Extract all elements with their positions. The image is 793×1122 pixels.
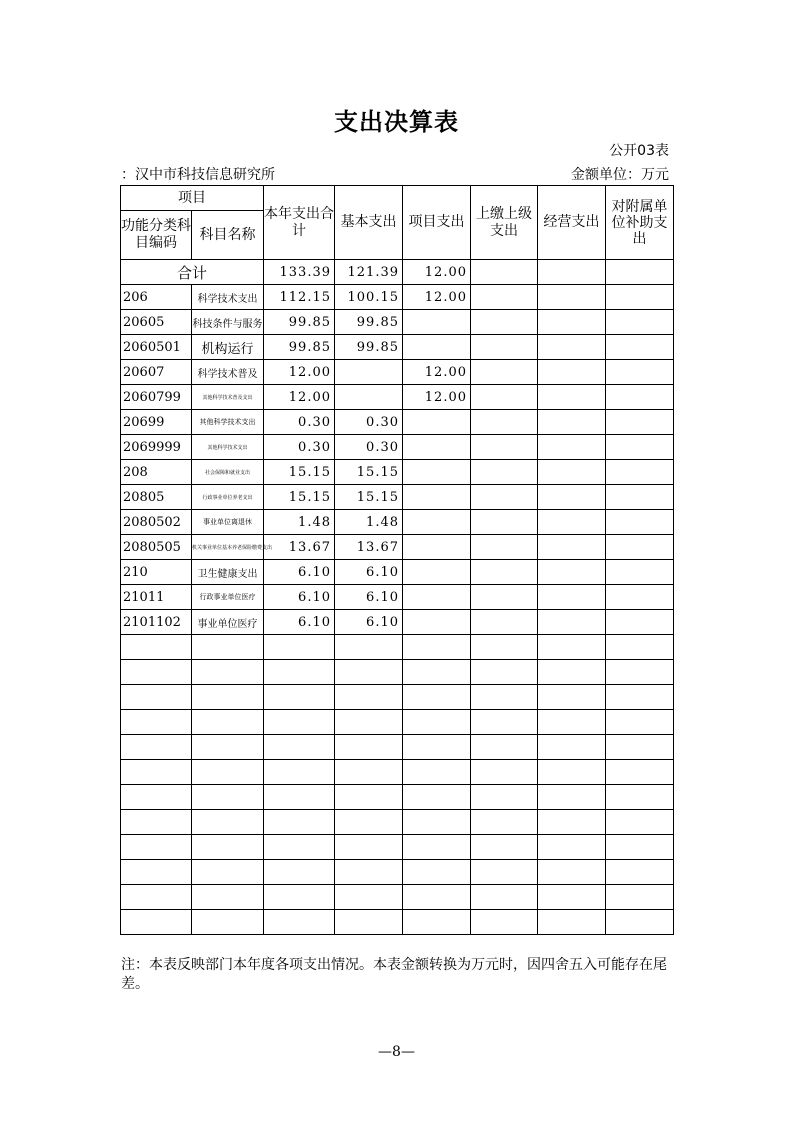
empty-cell bbox=[121, 785, 192, 810]
empty-cell bbox=[121, 835, 192, 860]
row-total: 1.48 bbox=[264, 510, 335, 535]
row-upper bbox=[471, 410, 538, 435]
empty-row bbox=[121, 635, 674, 660]
table-row bbox=[121, 360, 674, 385]
empty-cell bbox=[192, 885, 264, 910]
row-basic: 99.85 bbox=[335, 335, 403, 360]
total-operating bbox=[538, 260, 606, 285]
empty-cell bbox=[403, 785, 471, 810]
header-operating: 经营支出 bbox=[538, 186, 606, 260]
total-row bbox=[121, 260, 674, 285]
row-subject-name: 行政事业单位养老支出 bbox=[192, 485, 264, 510]
empty-cell bbox=[403, 860, 471, 885]
table-note: 注：本表反映部门本年度各项支出情况。本表金额转换为万元时，因四舍五入可能存在尾差。 bbox=[121, 957, 667, 992]
row-project bbox=[403, 335, 471, 360]
row-total: 12.00 bbox=[264, 385, 335, 410]
row-operating bbox=[538, 510, 606, 535]
row-basic: 6.10 bbox=[335, 560, 403, 585]
empty-cell bbox=[538, 635, 606, 660]
empty-row bbox=[121, 710, 674, 735]
row-subject-name: 科学技术普及 bbox=[192, 360, 264, 385]
row-subsidy bbox=[606, 360, 674, 385]
empty-cell bbox=[264, 685, 335, 710]
empty-cell bbox=[538, 760, 606, 785]
table-row bbox=[121, 410, 674, 435]
row-upper bbox=[471, 485, 538, 510]
header-subsidy: 对附属单位补助支出 bbox=[606, 186, 674, 260]
empty-cell bbox=[264, 885, 335, 910]
empty-cell bbox=[192, 910, 264, 935]
empty-cell bbox=[606, 660, 674, 685]
empty-cell bbox=[192, 785, 264, 810]
empty-cell bbox=[192, 810, 264, 835]
empty-cell bbox=[264, 785, 335, 810]
empty-cell bbox=[471, 710, 538, 735]
row-project bbox=[403, 510, 471, 535]
organization-name: ：汉中市科技信息研究所 bbox=[121, 167, 275, 183]
empty-cell bbox=[192, 760, 264, 785]
row-basic: 15.15 bbox=[335, 460, 403, 485]
empty-cell bbox=[471, 735, 538, 760]
empty-cell bbox=[121, 860, 192, 885]
row-subject-name: 社会保障和就业支出 bbox=[192, 460, 264, 485]
header-upper: 上缴上级支出 bbox=[471, 186, 538, 260]
row-operating bbox=[538, 385, 606, 410]
table-row bbox=[121, 310, 674, 335]
row-subsidy bbox=[606, 435, 674, 460]
row-basic bbox=[335, 385, 403, 410]
row-total: 13.67 bbox=[264, 535, 335, 560]
row-subsidy bbox=[606, 510, 674, 535]
row-code: 20699 bbox=[121, 410, 192, 435]
row-code: 20605 bbox=[121, 310, 192, 335]
empty-cell bbox=[192, 735, 264, 760]
row-subsidy bbox=[606, 485, 674, 510]
row-total: 112.15 bbox=[264, 285, 335, 310]
total-upper bbox=[471, 260, 538, 285]
empty-cell bbox=[538, 710, 606, 735]
row-upper bbox=[471, 585, 538, 610]
row-total: 6.10 bbox=[264, 585, 335, 610]
empty-cell bbox=[264, 710, 335, 735]
empty-cell bbox=[121, 660, 192, 685]
row-upper bbox=[471, 535, 538, 560]
empty-cell bbox=[403, 760, 471, 785]
row-project: 12.00 bbox=[403, 285, 471, 310]
row-upper bbox=[471, 460, 538, 485]
empty-cell bbox=[264, 835, 335, 860]
empty-cell bbox=[471, 685, 538, 710]
row-operating bbox=[538, 310, 606, 335]
empty-cell bbox=[264, 635, 335, 660]
empty-cell bbox=[403, 710, 471, 735]
table-row bbox=[121, 485, 674, 510]
total-total: 133.39 bbox=[264, 260, 335, 285]
empty-cell bbox=[121, 810, 192, 835]
expenditure-table bbox=[120, 185, 674, 935]
empty-row bbox=[121, 860, 674, 885]
amount-unit: 金额单位：万元 bbox=[571, 167, 669, 183]
empty-cell bbox=[121, 885, 192, 910]
row-subsidy bbox=[606, 560, 674, 585]
empty-row bbox=[121, 785, 674, 810]
empty-cell bbox=[264, 735, 335, 760]
empty-cell bbox=[471, 860, 538, 885]
empty-cell bbox=[606, 735, 674, 760]
empty-cell bbox=[471, 635, 538, 660]
row-upper bbox=[471, 435, 538, 460]
empty-row bbox=[121, 910, 674, 935]
row-subject-name: 科技条件与服务 bbox=[192, 310, 264, 335]
empty-cell bbox=[121, 735, 192, 760]
empty-cell bbox=[335, 785, 403, 810]
empty-cell bbox=[121, 760, 192, 785]
empty-cell bbox=[192, 660, 264, 685]
row-code: 20805 bbox=[121, 485, 192, 510]
row-code: 2080502 bbox=[121, 510, 192, 535]
empty-cell bbox=[335, 685, 403, 710]
table-row bbox=[121, 510, 674, 535]
row-operating bbox=[538, 610, 606, 635]
empty-cell bbox=[192, 710, 264, 735]
table-row bbox=[121, 435, 674, 460]
row-operating bbox=[538, 535, 606, 560]
row-subsidy bbox=[606, 460, 674, 485]
empty-cell bbox=[471, 835, 538, 860]
empty-row bbox=[121, 885, 674, 910]
empty-cell bbox=[403, 635, 471, 660]
empty-cell bbox=[335, 635, 403, 660]
table-row bbox=[121, 610, 674, 635]
row-subsidy bbox=[606, 335, 674, 360]
empty-cell bbox=[264, 810, 335, 835]
row-project bbox=[403, 585, 471, 610]
empty-cell bbox=[606, 835, 674, 860]
empty-cell bbox=[335, 835, 403, 860]
empty-cell bbox=[606, 685, 674, 710]
table-row bbox=[121, 460, 674, 485]
row-basic: 6.10 bbox=[335, 610, 403, 635]
table-row bbox=[121, 585, 674, 610]
empty-cell bbox=[192, 635, 264, 660]
row-code: 206 bbox=[121, 285, 192, 310]
empty-cell bbox=[121, 685, 192, 710]
header-item: 项目 bbox=[121, 186, 264, 211]
empty-cell bbox=[403, 810, 471, 835]
empty-cell bbox=[606, 635, 674, 660]
row-upper bbox=[471, 560, 538, 585]
row-project bbox=[403, 535, 471, 560]
header-func-code: 功能分类科目编码 bbox=[121, 211, 192, 260]
row-project bbox=[403, 410, 471, 435]
empty-cell bbox=[335, 910, 403, 935]
row-total: 15.15 bbox=[264, 460, 335, 485]
header-subject-name: 科目名称 bbox=[192, 211, 264, 260]
header-basic: 基本支出 bbox=[335, 186, 403, 260]
row-operating bbox=[538, 360, 606, 385]
empty-cell bbox=[538, 685, 606, 710]
row-code: 2101102 bbox=[121, 610, 192, 635]
table-row bbox=[121, 535, 674, 560]
empty-row bbox=[121, 660, 674, 685]
row-subject-name: 机构运行 bbox=[192, 335, 264, 360]
empty-cell bbox=[538, 910, 606, 935]
empty-cell bbox=[606, 810, 674, 835]
row-operating bbox=[538, 335, 606, 360]
empty-cell bbox=[606, 860, 674, 885]
row-basic: 99.85 bbox=[335, 310, 403, 335]
page-number: —8— bbox=[378, 1044, 415, 1060]
empty-cell bbox=[264, 660, 335, 685]
empty-row bbox=[121, 685, 674, 710]
form-number: 公开03表 bbox=[609, 143, 669, 159]
empty-cell bbox=[192, 860, 264, 885]
empty-cell bbox=[403, 685, 471, 710]
total-project: 12.00 bbox=[403, 260, 471, 285]
row-upper bbox=[471, 310, 538, 335]
row-operating bbox=[538, 435, 606, 460]
empty-cell bbox=[471, 785, 538, 810]
row-project: 12.00 bbox=[403, 360, 471, 385]
empty-cell bbox=[538, 660, 606, 685]
empty-cell bbox=[606, 710, 674, 735]
empty-cell bbox=[606, 910, 674, 935]
empty-row bbox=[121, 810, 674, 835]
empty-cell bbox=[192, 835, 264, 860]
row-project bbox=[403, 560, 471, 585]
empty-cell bbox=[403, 910, 471, 935]
row-upper bbox=[471, 360, 538, 385]
table-row bbox=[121, 285, 674, 310]
row-total: 12.00 bbox=[264, 360, 335, 385]
empty-cell bbox=[403, 735, 471, 760]
row-subsidy bbox=[606, 410, 674, 435]
page-title: 支出决算表 bbox=[334, 108, 459, 136]
empty-cell bbox=[538, 810, 606, 835]
empty-cell bbox=[335, 760, 403, 785]
empty-cell bbox=[403, 660, 471, 685]
header-row-1 bbox=[121, 186, 674, 211]
row-project bbox=[403, 460, 471, 485]
row-subsidy bbox=[606, 310, 674, 335]
row-code: 20607 bbox=[121, 360, 192, 385]
row-subject-name: 事业单位离退休 bbox=[192, 510, 264, 535]
empty-cell bbox=[121, 635, 192, 660]
empty-cell bbox=[121, 910, 192, 935]
row-subject-name: 其他科学技术支出 bbox=[192, 410, 264, 435]
empty-row bbox=[121, 835, 674, 860]
row-subject-name: 其他科学技术普及支出 bbox=[192, 385, 264, 410]
row-basic: 0.30 bbox=[335, 410, 403, 435]
empty-cell bbox=[538, 885, 606, 910]
row-basic bbox=[335, 360, 403, 385]
empty-cell bbox=[538, 835, 606, 860]
header-total: 本年支出合计 bbox=[264, 186, 335, 260]
row-project bbox=[403, 435, 471, 460]
empty-cell bbox=[335, 885, 403, 910]
table-row bbox=[121, 560, 674, 585]
row-operating bbox=[538, 410, 606, 435]
row-subject-name: 其他科学技术支出 bbox=[192, 435, 264, 460]
row-operating bbox=[538, 585, 606, 610]
empty-cell bbox=[471, 810, 538, 835]
row-upper bbox=[471, 335, 538, 360]
empty-row bbox=[121, 760, 674, 785]
empty-cell bbox=[335, 735, 403, 760]
row-project bbox=[403, 485, 471, 510]
row-total: 6.10 bbox=[264, 610, 335, 635]
total-basic: 121.39 bbox=[335, 260, 403, 285]
empty-cell bbox=[471, 885, 538, 910]
total-label: 合计 bbox=[121, 260, 264, 285]
row-subsidy bbox=[606, 585, 674, 610]
row-basic: 6.10 bbox=[335, 585, 403, 610]
empty-cell bbox=[335, 860, 403, 885]
row-subject-name: 事业单位医疗 bbox=[192, 610, 264, 635]
empty-cell bbox=[403, 885, 471, 910]
empty-cell bbox=[538, 735, 606, 760]
empty-cell bbox=[335, 660, 403, 685]
row-subject-name: 机关事业单位基本养老保险缴费支出 bbox=[192, 535, 264, 560]
row-basic: 13.67 bbox=[335, 535, 403, 560]
empty-cell bbox=[264, 760, 335, 785]
row-basic: 0.30 bbox=[335, 435, 403, 460]
row-upper bbox=[471, 285, 538, 310]
empty-cell bbox=[471, 760, 538, 785]
empty-cell bbox=[403, 835, 471, 860]
row-code: 2060501 bbox=[121, 335, 192, 360]
table-row bbox=[121, 335, 674, 360]
empty-cell bbox=[606, 885, 674, 910]
row-total: 99.85 bbox=[264, 335, 335, 360]
row-basic: 100.15 bbox=[335, 285, 403, 310]
row-operating bbox=[538, 560, 606, 585]
row-operating bbox=[538, 485, 606, 510]
row-code: 2060799 bbox=[121, 385, 192, 410]
empty-row bbox=[121, 735, 674, 760]
empty-cell bbox=[335, 710, 403, 735]
empty-cell bbox=[606, 785, 674, 810]
row-code: 210 bbox=[121, 560, 192, 585]
total-subsidy bbox=[606, 260, 674, 285]
row-code: 21011 bbox=[121, 585, 192, 610]
row-total: 99.85 bbox=[264, 310, 335, 335]
row-upper bbox=[471, 510, 538, 535]
row-subsidy bbox=[606, 285, 674, 310]
row-total: 0.30 bbox=[264, 410, 335, 435]
row-subsidy bbox=[606, 385, 674, 410]
row-project: 12.00 bbox=[403, 385, 471, 410]
row-project bbox=[403, 610, 471, 635]
row-subject-name: 行政事业单位医疗 bbox=[192, 585, 264, 610]
row-upper bbox=[471, 385, 538, 410]
empty-cell bbox=[538, 860, 606, 885]
empty-cell bbox=[264, 860, 335, 885]
row-subsidy bbox=[606, 535, 674, 560]
row-code: 2069999 bbox=[121, 435, 192, 460]
row-code: 2080505 bbox=[121, 535, 192, 560]
row-subject-name: 卫生健康支出 bbox=[192, 560, 264, 585]
empty-cell bbox=[606, 760, 674, 785]
empty-cell bbox=[121, 710, 192, 735]
row-total: 6.10 bbox=[264, 560, 335, 585]
table-row bbox=[121, 385, 674, 410]
empty-cell bbox=[471, 660, 538, 685]
row-total: 15.15 bbox=[264, 485, 335, 510]
row-subsidy bbox=[606, 610, 674, 635]
empty-cell bbox=[335, 810, 403, 835]
row-operating bbox=[538, 460, 606, 485]
row-basic: 15.15 bbox=[335, 485, 403, 510]
empty-cell bbox=[192, 685, 264, 710]
row-code: 208 bbox=[121, 460, 192, 485]
row-subject-name: 科学技术支出 bbox=[192, 285, 264, 310]
empty-cell bbox=[538, 785, 606, 810]
row-total: 0.30 bbox=[264, 435, 335, 460]
row-basic: 1.48 bbox=[335, 510, 403, 535]
empty-cell bbox=[264, 910, 335, 935]
row-upper bbox=[471, 610, 538, 635]
row-project bbox=[403, 310, 471, 335]
header-project: 项目支出 bbox=[403, 186, 471, 260]
empty-cell bbox=[471, 910, 538, 935]
row-operating bbox=[538, 285, 606, 310]
